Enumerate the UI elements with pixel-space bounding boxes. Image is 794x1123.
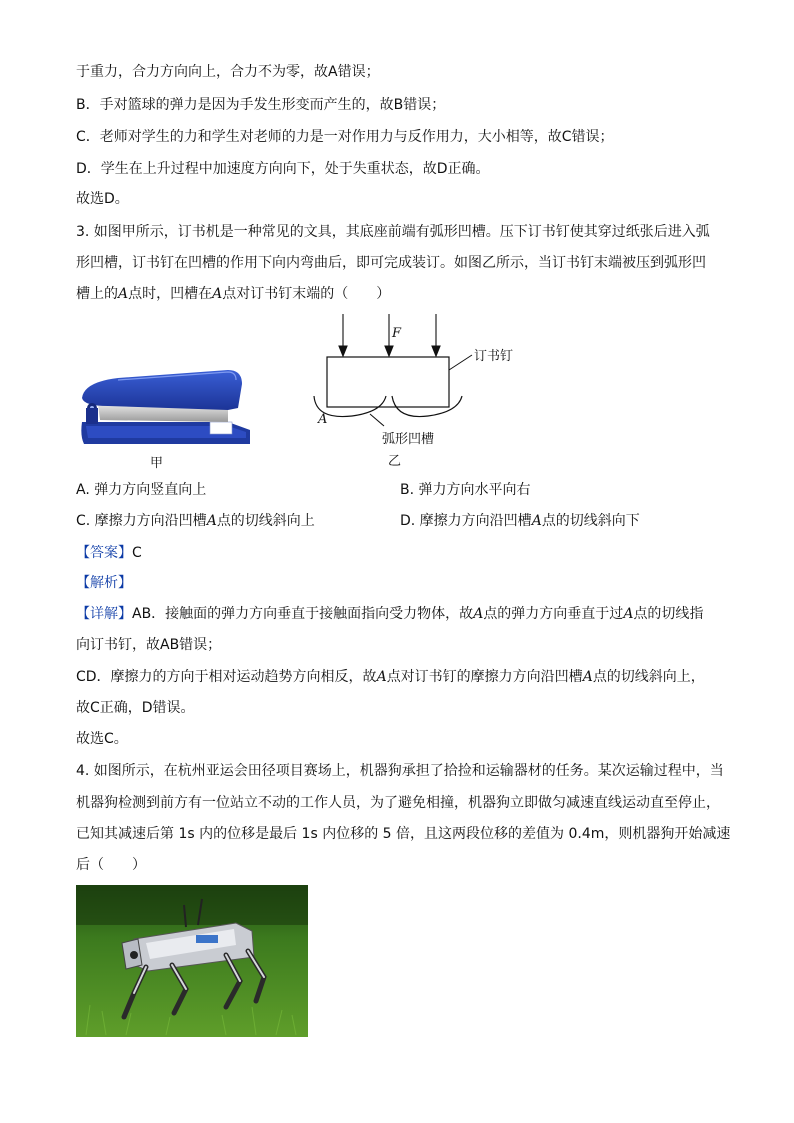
staple-label: 订书钉: [474, 349, 514, 364]
detail-text: AB．接触面的弹力方向垂直于接触面指向受力物体，故: [132, 606, 474, 622]
option-b: B. 弹力方向水平向右: [400, 482, 531, 498]
force-label: F: [392, 326, 402, 341]
staple-groove-diagram: [300, 310, 530, 440]
detail-var-a: A: [473, 606, 484, 622]
detail-line1: [76, 604, 703, 624]
detail-tag: 【详解】: [76, 606, 132, 622]
q3-stem-line3: [76, 284, 390, 304]
q3-stem-text: 槽上的: [76, 286, 118, 302]
option-c: [76, 511, 315, 531]
option-d-var: A: [531, 513, 542, 529]
option-c-text: C. 摩擦力方向沿凹槽: [76, 513, 207, 529]
q3-stem-line2: 形凹槽，订书钉在凹槽的作用下向内弯曲后，即可完成装订。如图乙所示，当订书钉末端被压到弧形凹: [76, 255, 706, 271]
solution-line-b: B．手对篮球的弹力是因为手发生形变而产生的，故B错误；: [76, 97, 446, 113]
option-d-text: 点的切线斜向下: [541, 513, 640, 529]
answer-line: [76, 543, 142, 563]
option-d: [400, 511, 640, 531]
detail-var-a: A: [582, 669, 593, 685]
q4-stem-line2: 机器狗检测到前方有一位站立不动的工作人员，为了避免相撞，机器狗立即做匀减速直线运动直至停止，: [76, 795, 720, 811]
analysis-tag: 【解析】: [76, 575, 132, 591]
detail-line3: [76, 667, 705, 687]
q3-var-a: A: [212, 286, 223, 302]
option-a: A. 弹力方向竖直向上: [76, 482, 207, 498]
detail-line2: 向订书钉，故AB错误；: [76, 637, 222, 653]
detail-line4: 故C正确，D错误。: [76, 700, 195, 716]
q3-conclusion: 故选C。: [76, 731, 128, 747]
answer-value: C: [132, 545, 142, 561]
q4-stem-line4: 后（ ）: [76, 857, 146, 873]
groove-label: 弧形凹槽: [382, 432, 435, 447]
point-a-label: A: [318, 412, 328, 427]
figure-label-jia: 甲: [150, 456, 164, 471]
detail-var-a: A: [376, 669, 387, 685]
solution-conclusion: 故选D。: [76, 191, 129, 207]
detail-text: 点的切线斜向上，: [592, 669, 705, 685]
answer-tag: 【答案】: [76, 545, 132, 561]
q3-stem-text: 点对订书钉末端的（ ）: [222, 286, 391, 302]
detail-text: 点的弹力方向垂直于过: [483, 606, 624, 622]
solution-line-d: D．学生在上升过程中加速度方向向下，处于失重状态，故D正确。: [76, 161, 490, 177]
detail-text: 点的切线指: [633, 606, 704, 622]
q3-stem-text: 点时，凹槽在: [128, 286, 213, 302]
solution-line-c: C．老师对学生的力和学生对老师的力是一对作用力与反作用力，大小相等，故C错误；: [76, 129, 614, 145]
detail-text: CD．摩擦力的方向于相对运动趋势方向相反，故: [76, 669, 377, 685]
q3-var-a: A: [118, 286, 129, 302]
option-c-var: A: [206, 513, 217, 529]
solution-line-a: 于重力，合力方向向上，合力不为零，故A错误；: [76, 64, 380, 80]
detail-var-a: A: [623, 606, 634, 622]
stapler-illustration: [78, 364, 254, 450]
robot-dog-photo: [76, 885, 308, 1037]
figure-label-yi: 乙: [388, 454, 402, 469]
option-d-text: D. 摩擦力方向沿凹槽: [400, 513, 532, 529]
detail-text: 点对订书钉的摩擦力方向沿凹槽: [386, 669, 583, 685]
option-c-text: 点的切线斜向上: [216, 513, 315, 529]
q3-stem-line1: 3. 如图甲所示，订书机是一种常见的文具，其底座前端有弧形凹槽。压下订书钉使其穿过纸张后进入弧: [76, 224, 710, 240]
q4-stem-line1: 4. 如图所示，在杭州亚运会田径项目赛场上，机器狗承担了拾捡和运输器材的任务。某次运输过程中，当: [76, 763, 724, 779]
q4-stem-line3: 已知其减速后第 1s 内的位移是最后 1s 内位移的 5 倍，且这两段位移的差值为 0.4m，则机器狗开始减速: [76, 826, 731, 842]
